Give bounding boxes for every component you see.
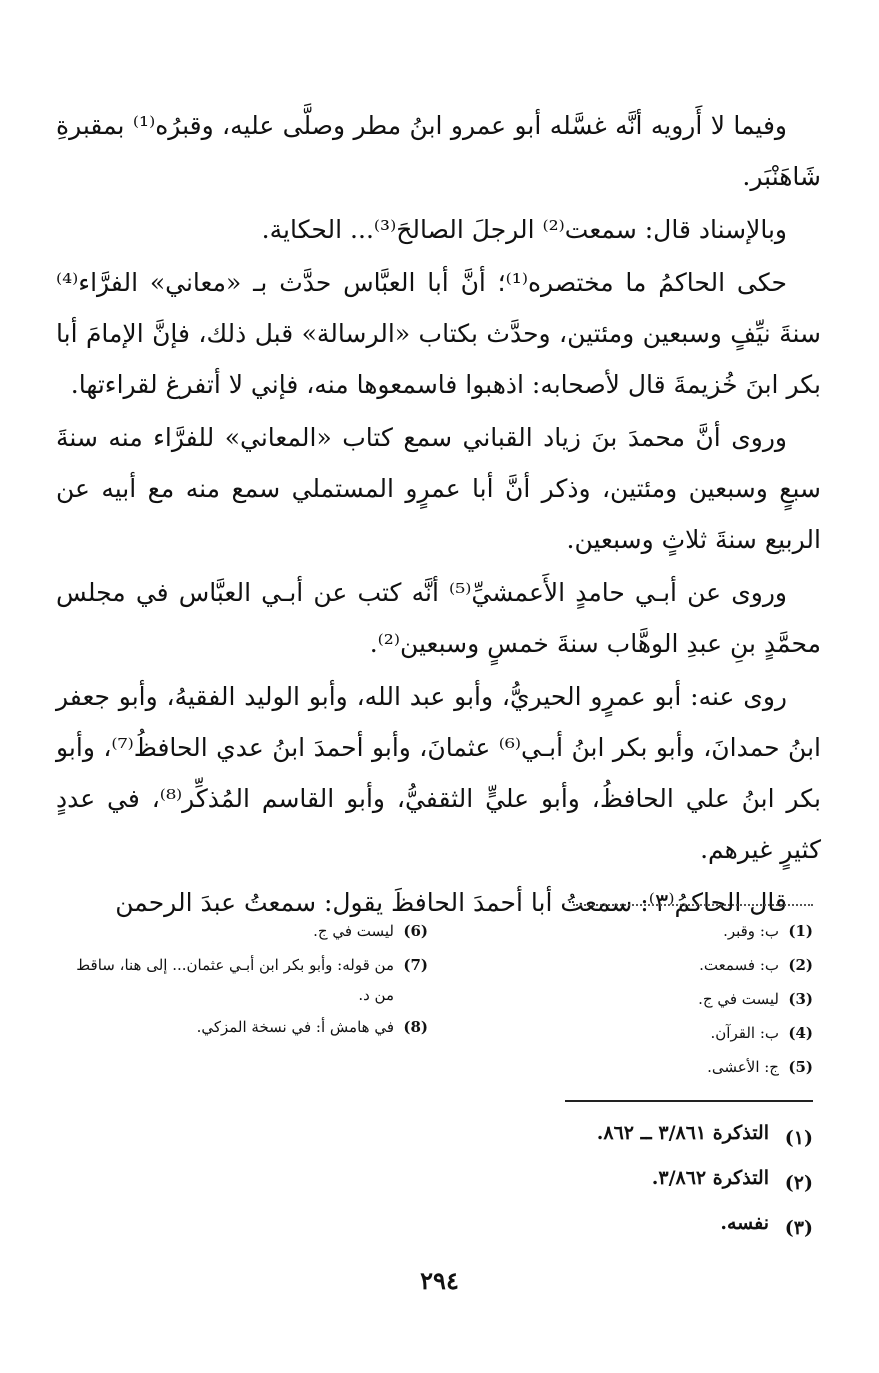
note-number: (١): [784, 1127, 813, 1149]
footnote-number: (5): [788, 1058, 813, 1076]
paragraph: وروى عن أبـي حامدٍ الأَعمشيِّ⁽⁵⁾ أنَّه كتب عن أبـي العبَّاس في مجلس محمَّدٍ بنِ عبدِ الوهَّاب سنةَ خمسٍ وسبعين⁽²⁾.: [56, 578, 821, 658]
footnote: [68, 948, 428, 1010]
note-number: (٢): [784, 1172, 813, 1194]
footnote-number: (7): [403, 956, 428, 974]
footnote-text: من قوله: وأبو بكر ابن أبـي عثمان... إلى هنا، ساقط من د.: [76, 956, 394, 1004]
footnote-text: ليست في ج.: [698, 990, 779, 1008]
footnote-text: ب: وقبر.: [723, 922, 779, 940]
footnote-number: (2): [788, 956, 813, 974]
apparatus-column-left: [68, 914, 428, 1044]
main-text: [56, 100, 821, 930]
editor-notes: [313, 1116, 813, 1251]
note-text: التذكرة ٣/٨٦٢.: [651, 1167, 769, 1189]
footnote: [453, 948, 813, 982]
apparatus-column-right: [453, 914, 813, 1084]
footnote-divider-solid: [565, 1100, 813, 1102]
footnote: [453, 914, 813, 948]
footnote-number: (6): [403, 922, 428, 940]
note-number: (٣): [784, 1217, 813, 1239]
page-number: ٢٩٤: [420, 1266, 459, 1295]
footnote: [453, 1016, 813, 1050]
footnote-number: (3): [788, 990, 813, 1008]
paragraph: حكى الحاكمُ ما مختصره⁽¹⁾؛ أنَّ أبا العبَّاس حدَّث بـ «معاني» الفرَّاء⁽⁴⁾ سنةَ نيِّفٍ وسبعين ومئتين، وحدَّث بكتاب «الرسالة» قبل ذلك، فإنَّ الإمامَ أبا بكر ابنَ خُزيمةَ قال لأصحابه: اذهبوا فاسمعوها منه، فإني لا أتفرغ لقراءتها.: [56, 268, 821, 399]
paragraph: وبالإسناد قال: سمعت⁽²⁾ الرجلَ الصالحَ⁽³⁾... الحكاية.: [261, 215, 787, 244]
paragraph: روى عنه: أبو عمرٍو الحيريُّ، وأبو عبد الله، وأبو الوليد الفقيهُ، وأبو جعفر ابنُ حمدانَ، وأبو بكر ابنُ أبـي⁽⁶⁾ عثمانَ، وأبو أحمدَ ابنُ عدي الحافظُ⁽⁷⁾، وأبو بكر ابنُ علي الحافظُ، وأبو عليٍّ الثقفيُّ، وأبو القاسم المُذكِّر⁽⁸⁾، في عددٍ كثيرٍ غيرهم.: [56, 682, 821, 864]
paragraph: وروى أنَّ محمدَ بنَ زياد القباني سمع كتاب «المعاني» للفرَّاء منه سنةَ سبعٍ وسبعين ومئتين، وذكر أنَّ أبا عمرٍو المستملي سمع منه مع أبيه عن الربيع سنةَ ثلاثٍ وسبعين.: [56, 423, 821, 554]
editor-note: [313, 1161, 813, 1206]
footnote-text: ج: الأعشى.: [707, 1058, 779, 1076]
footnote-text: ب: القرآن.: [710, 1024, 779, 1042]
footnote-number: (8): [403, 1018, 428, 1036]
footnote-number: (4): [788, 1024, 813, 1042]
critical-apparatus: [65, 914, 813, 1094]
footnote: [453, 982, 813, 1016]
footnote: [453, 1050, 813, 1084]
paragraph: قال الحاكمُ⁽٣⁾: سمعتُ أبا أحمدَ الحافظَ يقول: سمعتُ عبدَ الرحمن: [115, 888, 787, 917]
editor-note: [313, 1206, 813, 1251]
footnote: [68, 914, 428, 948]
footnote: [68, 1010, 428, 1044]
note-text: التذكرة ٣/٨٦١ ــ ٨٦٢.: [596, 1122, 769, 1144]
editor-note: [313, 1116, 813, 1161]
footnote-divider-dotted: [573, 904, 813, 906]
footnote-number: (1): [788, 922, 813, 940]
note-text: نفسه.: [720, 1212, 769, 1234]
footnote-text: في هامش أ: في نسخة المزكي.: [196, 1018, 394, 1036]
paragraph: وفيما لا أَرويه أنَّه غسَّله أبو عمرو ابنُ مطر وصلَّى عليه، وقبرُه⁽¹⁾ بمقبرةِ شَاهَنْبَر.: [56, 111, 821, 191]
footnote-text: ب: فسمعت.: [699, 956, 779, 974]
footnote-text: ليست في ج.: [313, 922, 394, 940]
